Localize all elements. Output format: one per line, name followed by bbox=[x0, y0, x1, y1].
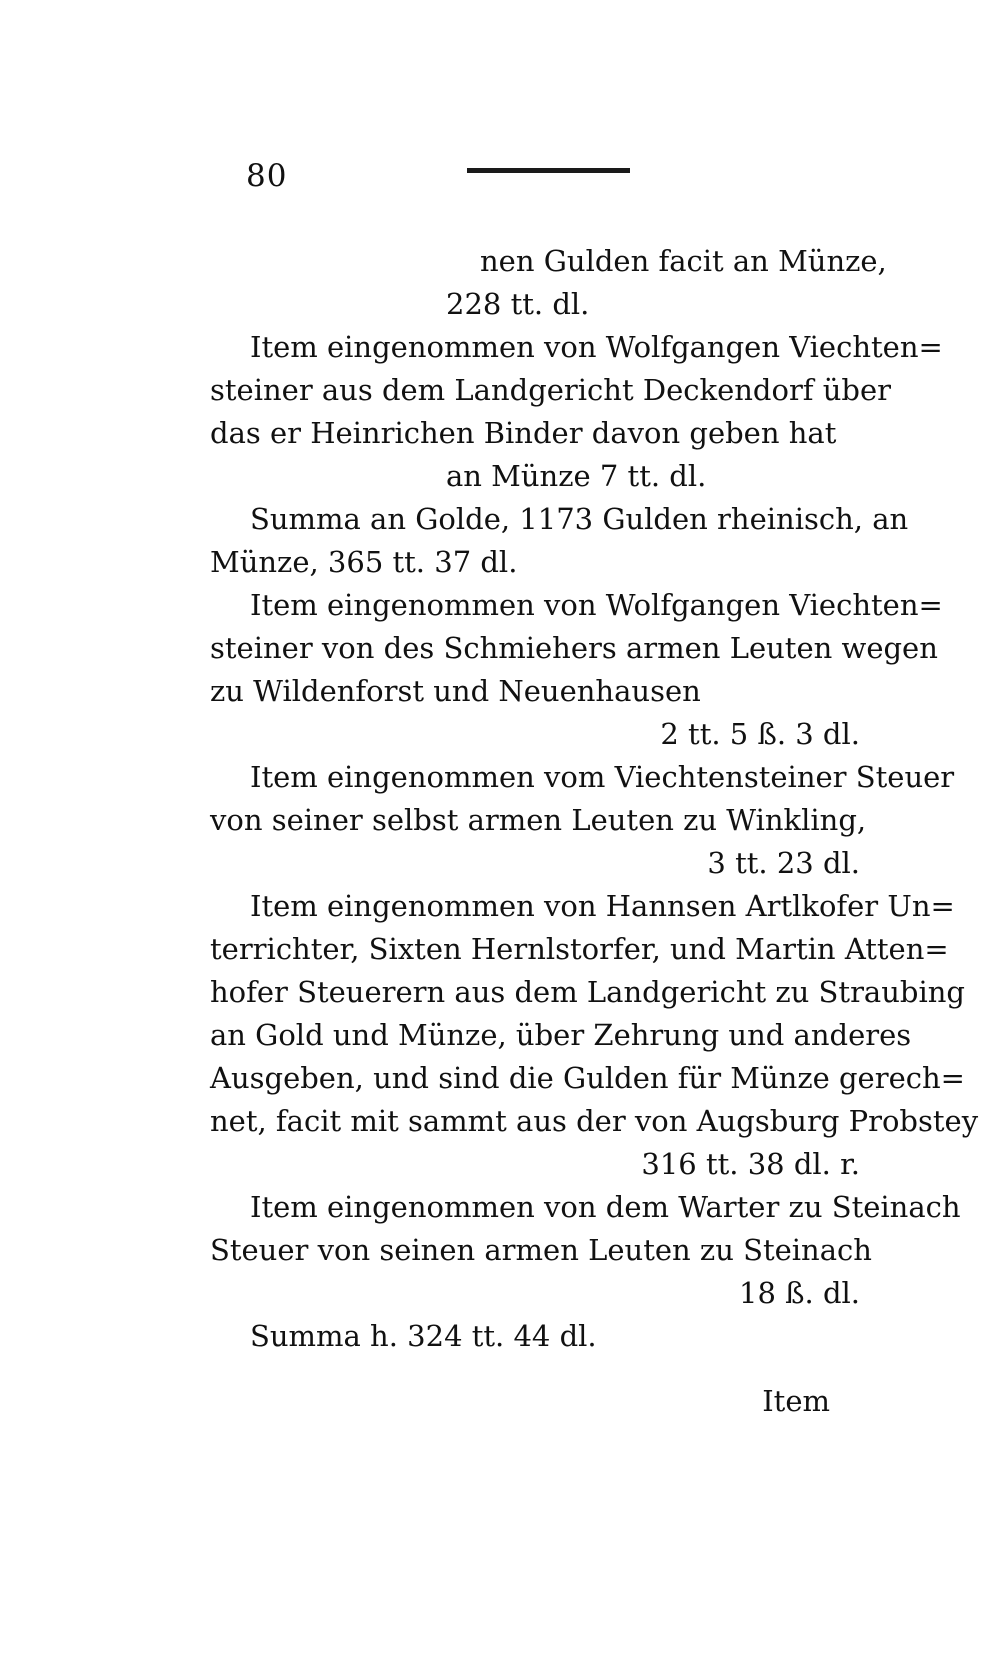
text-line: Ausgeben, und sind die Gulden für Münze gerech= bbox=[210, 1061, 965, 1095]
text-line: Item eingenommen vom Viechtensteiner Steuer bbox=[250, 760, 955, 794]
text-line: zu Wildenforst und Neuenhausen bbox=[210, 674, 701, 708]
text-line: Summa an Golde, 1173 Gulden rheinisch, an bbox=[250, 502, 909, 536]
entry-paragraph bbox=[210, 240, 887, 326]
text-line: steiner von des Schmiehers armen Leuten wegen bbox=[210, 631, 938, 665]
text-line: terrichter, Sixten Hernlstorfer, und Martin Atten= bbox=[210, 932, 949, 966]
entry-paragraph bbox=[210, 1186, 961, 1315]
text-line: Steuer von seinen armen Leuten zu Steinach bbox=[210, 1233, 872, 1267]
entry-paragraph bbox=[210, 885, 979, 1186]
text-line: nen Gulden facit an Münze, bbox=[480, 244, 887, 278]
text-line: Item eingenommen von dem Warter zu Steinach bbox=[250, 1190, 961, 1224]
text-line: Münze, 365 tt. 37 dl. bbox=[210, 545, 518, 579]
amount-line: 3 tt. 23 dl. bbox=[707, 846, 860, 880]
text-line: Summa h. 324 tt. 44 dl. bbox=[250, 1319, 597, 1353]
text-line: 228 tt. dl. bbox=[446, 287, 590, 321]
entry-paragraph bbox=[210, 584, 943, 756]
text-line: net, facit mit sammt aus der von Augsburg Probstey bbox=[210, 1104, 979, 1138]
amount-line: 18 ß. dl. bbox=[739, 1276, 860, 1310]
text-line: Item eingenommen von Hannsen Artlkofer Un= bbox=[250, 889, 955, 923]
catchword: Item bbox=[762, 1384, 830, 1418]
text-line: von seiner selbst armen Leuten zu Winkling, bbox=[210, 803, 867, 837]
amount-line: 316 tt. 38 dl. r. bbox=[641, 1147, 860, 1181]
text-line: hofer Steuerern aus dem Landgericht zu Straubing bbox=[210, 975, 965, 1009]
text-line: das er Heinrichen Binder davon geben hat bbox=[210, 416, 837, 450]
text-column bbox=[210, 240, 979, 1423]
page-number: 80 bbox=[246, 158, 288, 194]
text-line: an Münze 7 tt. dl. bbox=[446, 459, 707, 493]
entry-paragraph bbox=[210, 1315, 860, 1358]
text-line: steiner aus dem Landgericht Deckendorf über bbox=[210, 373, 892, 407]
entry-paragraph bbox=[210, 498, 909, 584]
header-rule bbox=[467, 168, 630, 173]
text-line: an Gold und Münze, über Zehrung und anderes bbox=[210, 1018, 912, 1052]
text-line: Item eingenommen von Wolfgangen Viechten= bbox=[250, 588, 943, 622]
entry-paragraph bbox=[210, 756, 955, 885]
amount-line: 2 tt. 5 ß. 3 dl. bbox=[660, 717, 860, 751]
text-line: Item eingenommen von Wolfgangen Viechten= bbox=[250, 330, 943, 364]
entry-paragraph bbox=[210, 326, 943, 498]
